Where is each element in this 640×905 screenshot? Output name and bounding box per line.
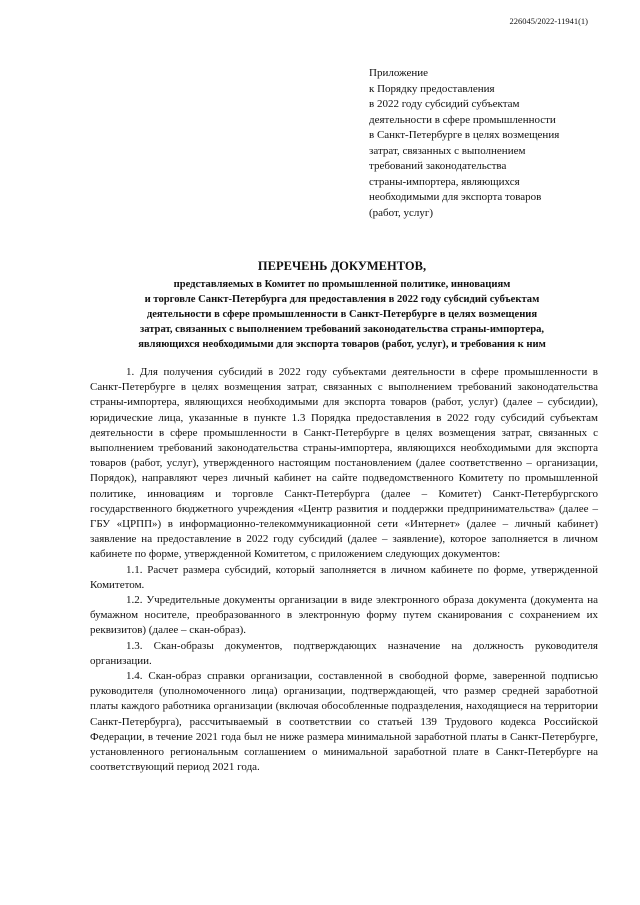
paragraph-1-4: 1.4. Скан-образ справки организации, составленной в свободной форме, заверенной подписью руководителя (уполномоченного лица) организации, подтверждающей, что размер средней заработной платы каждого работника организации (включая обособленные подразделения, находящиеся на территории Санкт-Петербурга), рассчитываемый в соответствии со статьей 139 Трудового кодекса Российской Федерации, в течение 2021 года был не ниже размера минимальной заработной платы в Санкт-Петербурге, установленного региональным соглашением о минимальной заработной плате в Санкт-Петербурге на соответствующий период 2021 года. xyxy=(90,670,598,774)
document-subtitle xyxy=(90,277,594,352)
appendix-block xyxy=(369,66,619,221)
appendix-line: к Порядку предоставления xyxy=(369,82,495,95)
subtitle-line: являющихся необходимыми для экспорта товаров (работ, услуг), и требования к ним xyxy=(138,339,546,350)
document-body xyxy=(90,365,598,775)
subtitle-line: деятельности в сфере промышленности в Санкт-Петербурге в целях возмещения xyxy=(146,309,538,320)
document-id: 226045/2022-11941(1) xyxy=(509,16,588,26)
appendix-line: деятельности в сфере промышленности xyxy=(369,113,556,126)
paragraph-1-3: 1.3. Скан-образы документов, подтверждающих назначение на должность руководителя организации. xyxy=(90,639,598,667)
subtitle-line: представляемых в Комитет по промышленной политике, инновациям xyxy=(173,279,511,290)
paragraph-1-2: 1.2. Учредительные документы организации в виде электронного образа документа (документа на бумажном носителе, преобразованного в электронную форму путем сканирования с сохранением их реквизитов) (далее – скан-образ). xyxy=(90,594,598,637)
appendix-line: страны-импортера, являющихся xyxy=(369,175,520,188)
subtitle-line: и торговле Санкт-Петербурга для предоставления в 2022 году субсидий субъектам xyxy=(144,294,540,305)
appendix-line: требований законодательства xyxy=(369,160,507,172)
appendix-line: в 2022 году субсидий субъектам xyxy=(369,98,520,110)
document-title: ПЕРЕЧЕНЬ ДОКУМЕНТОВ, xyxy=(257,259,427,273)
appendix-line: необходимыми для экспорта товаров xyxy=(369,191,542,203)
appendix-line: (работ, услуг) xyxy=(369,206,434,219)
appendix-line: в Санкт-Петербурге в целях возмещения xyxy=(369,129,560,141)
paragraph-1-1: 1.1. Расчет размера субсидий, который заполняется в личном кабинете по форме, утвержденной Комитетом. xyxy=(90,563,598,591)
appendix-line: затрат, связанных с выполнением xyxy=(369,144,526,157)
paragraph-1: 1. Для получения субсидий в 2022 году субъектами деятельности в сфере промышленности в Санкт-Петербурге в целях возмещения затрат, связанных с выполнением требований законодательства страны-импортера, являющихся необходимыми для экспорта товаров (работ, услуг) (далее – субсидии), юридические лица, указанные в пункте 1.3 Порядка предоставления в 2022 году субсидий субъектам деятельности в сфере промышленности в Санкт-Петербурге в целях возмещения затрат, связанных с выполнением требований законодательства страны-импортера, являющихся необходимыми для экспорта товаров (работ, услуг), утвержденного настоящим постановлением (далее соответственно – организации, Порядок), направляют через личный кабинет на сайте подведомственного Комитету по промышленной политике, инновациям и торговле Санкт-Петербурга (далее – Комитет) Санкт-Петербургского государственного бюджетного учреждения «Центр развития и поддержки предпринимательства» (далее – ГБУ «ЦРПП») в информационно-телекоммуникационной сети «Интернет» (далее – личный кабинет) заявление на предоставление в 2022 году субсидий (далее – заявление), которое заполняется в личном кабинете по форме, утвержденной Комитетом, с приложением следующих документов: xyxy=(90,366,598,561)
subtitle-line: затрат, связанных с выполнением требований законодательства страны-импортера, xyxy=(139,324,545,335)
appendix-line: Приложение xyxy=(369,67,429,79)
